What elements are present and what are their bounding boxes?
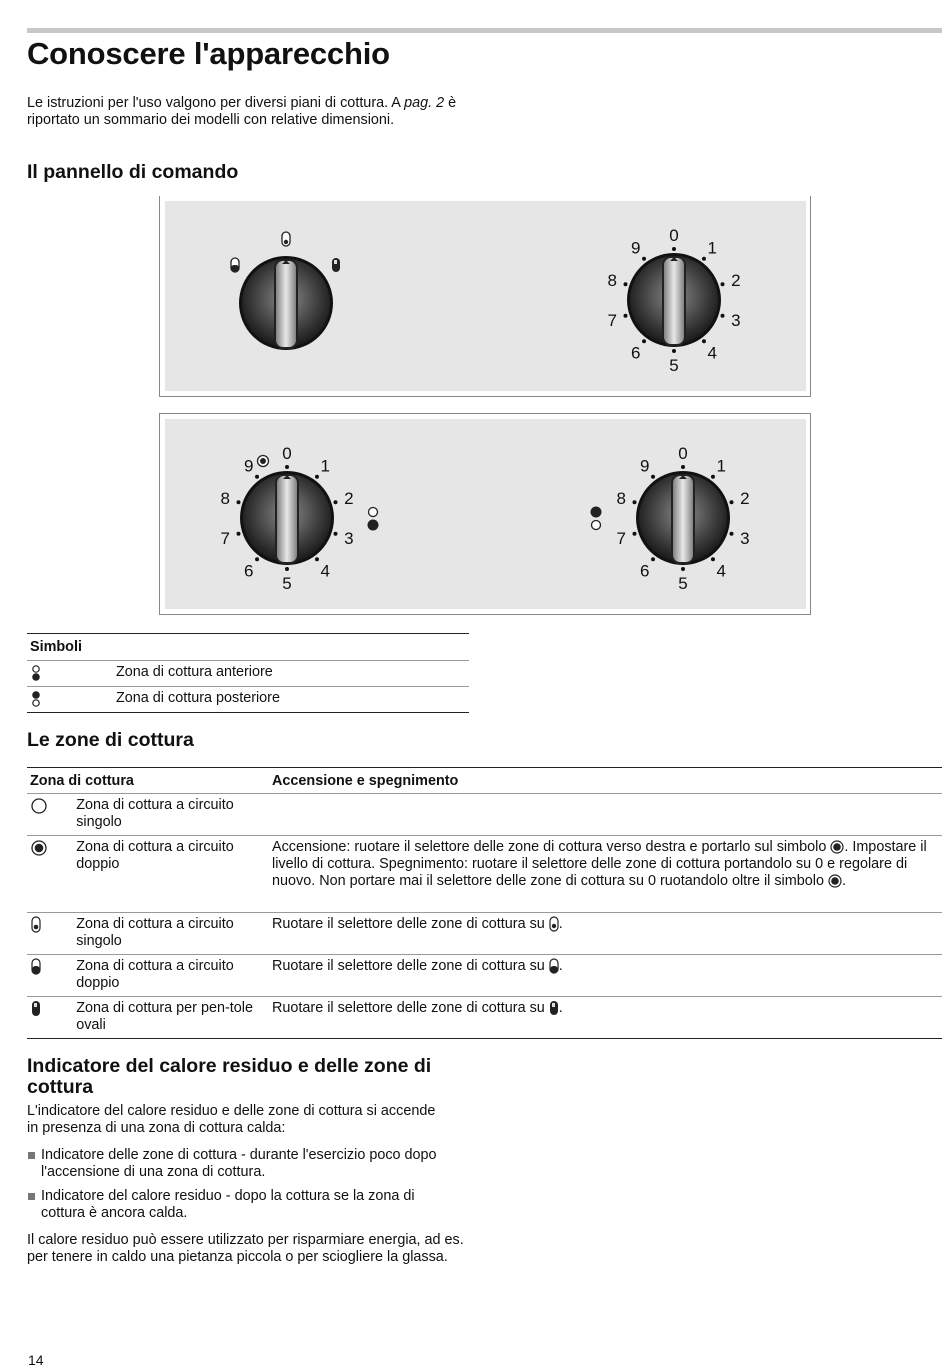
power-level-dial[interactable]: [607, 226, 740, 375]
table-row: [27, 836, 942, 913]
single-circuit-icon: [30, 797, 48, 815]
instruction-text: Accensione: ruotare il selettore delle zone di cottura verso destra e portarlo sul simbolo: [272, 839, 831, 855]
dial-number: 1: [716, 456, 726, 476]
dial-knob[interactable]: [627, 253, 721, 347]
top-rule: [27, 28, 942, 33]
dial-tick: [334, 532, 338, 536]
page-number: 14: [28, 1352, 44, 1368]
zone-instructions: [269, 794, 942, 836]
dial-number: 7: [607, 311, 617, 331]
instruction-text: .: [558, 958, 563, 974]
bullet-icon: [28, 1193, 35, 1200]
dial-number: 4: [707, 343, 717, 363]
zone-instructions: [269, 955, 942, 997]
dial-number: 1: [707, 238, 717, 258]
page-title: Conoscere l'apparecchio: [27, 36, 390, 71]
instruction-text: Ruotare il selettore delle zone di cottura su: [272, 958, 549, 974]
dial-tick: [285, 567, 289, 571]
symbols-table: [27, 633, 469, 713]
control-panel-top: [159, 196, 811, 397]
dial-number: 7: [220, 529, 230, 549]
dial-tick: [721, 314, 725, 318]
symbol-label: Zona di cottura posteriore: [116, 690, 280, 706]
table-row: [27, 794, 942, 836]
control-panel-heading: Il pannello di comando: [27, 161, 239, 183]
oval-single-icon: [282, 232, 290, 246]
table-row: [27, 913, 942, 955]
instruction-text: Ruotare il selettore delle zone di cottura su: [272, 1000, 549, 1016]
col-zone-header: Zona di cottura: [27, 768, 269, 794]
zone-name: Zona di cottura a circuito doppio: [73, 836, 269, 913]
double-circuit-icon: [258, 456, 269, 467]
double-circuit-icon: [830, 840, 844, 854]
dial-number: 2: [731, 270, 741, 290]
table-row: [27, 687, 469, 713]
dial-tick: [681, 567, 685, 571]
zones-table: [27, 767, 942, 1039]
dial-tick: [632, 500, 636, 504]
rear-zone-icon: [368, 508, 379, 531]
dial-tick: [672, 247, 676, 251]
front-zone-icon: [591, 507, 602, 530]
dial-tick: [623, 282, 627, 286]
dial-tick: [315, 557, 319, 561]
dial-tick: [255, 475, 259, 479]
panel-bottom-svg: [160, 414, 810, 614]
dial-tick: [334, 500, 338, 504]
dial-number: 6: [244, 561, 254, 581]
dial-tick: [642, 339, 646, 343]
bullet-icon: [28, 1152, 35, 1159]
dial-number: 9: [631, 238, 641, 258]
dial-tick: [711, 475, 715, 479]
zone-selector-knob[interactable]: [239, 256, 333, 350]
dial-number: 6: [640, 561, 650, 581]
dial-number: 2: [344, 488, 354, 508]
dial-tick: [236, 500, 240, 504]
instruction-text: Ruotare il selettore delle zone di cottura su: [272, 916, 549, 932]
zone-instructions: [269, 913, 942, 955]
dial-number: 8: [607, 270, 617, 290]
dial-tick: [315, 475, 319, 479]
dial-tick: [623, 314, 627, 318]
oval-roaster-icon: [332, 258, 340, 272]
double-circuit-icon: [30, 839, 48, 857]
residual-heading: Indicatore del calore residuo e delle zone di cottura: [27, 1055, 432, 1098]
dial-tick: [702, 257, 706, 261]
residual-intro: L'indicatore del calore residuo e delle zone di cottura si accende in presenza di una zona di cottura calda:: [27, 1103, 436, 1136]
oval-roaster-icon: [30, 1000, 42, 1018]
rear-zone-icon: [30, 690, 42, 708]
power-level-dial-right[interactable]: [616, 444, 749, 593]
dial-tick: [672, 349, 676, 353]
dial-tick: [285, 465, 289, 469]
zone-instructions: [269, 997, 942, 1039]
intro-paragraph: [27, 95, 457, 129]
dial-tick: [642, 257, 646, 261]
intro-text-2: è riportato un sommario dei modelli con relative dimensioni.: [27, 95, 457, 128]
dial-number: 6: [631, 343, 641, 363]
dial-number: 5: [678, 574, 688, 593]
dial-number: 0: [669, 226, 679, 245]
dial-tick: [651, 557, 655, 561]
panel-top-svg: [160, 196, 810, 396]
bullet-text: Indicatore del calore residuo - dopo la cottura se la zona di cottura è ancora calda.: [41, 1188, 415, 1221]
dial-tick: [702, 339, 706, 343]
table-header-row: [27, 768, 942, 794]
instruction-text: .: [841, 873, 846, 889]
double-circuit-icon: [828, 874, 842, 888]
dial-knob[interactable]: [240, 471, 334, 565]
oval-double-icon: [30, 958, 42, 976]
dial-number: 4: [716, 561, 726, 581]
zone-name: Zona di cottura a circuito singolo: [73, 913, 269, 955]
dial-number: 3: [344, 529, 354, 549]
dial-number: 5: [282, 574, 292, 593]
zone-name: Zona di cottura per pen-tole ovali: [76, 1000, 253, 1033]
dial-number: 5: [669, 356, 679, 375]
table-row: [27, 997, 942, 1039]
table-row: [27, 661, 469, 687]
instruction-text: .: [558, 1000, 563, 1016]
dial-knob[interactable]: [636, 471, 730, 565]
oval-single-icon: [30, 916, 42, 934]
dial-tick: [730, 532, 734, 536]
power-level-dial-left[interactable]: [220, 444, 353, 593]
dial-tick: [255, 557, 259, 561]
dial-number: 4: [320, 561, 330, 581]
dial-tick: [651, 475, 655, 479]
instruction-text: . Impostare il livello di cottura. Spegnimento: ruotare il selettore delle zone di cottura portandolo su 0 e regolare di nuovo. Non portare mai il selettore delle zone di cottura su 0 ruotandolo oltre il simbolo: [272, 839, 927, 889]
dial-number: 3: [740, 529, 750, 549]
zones-heading: Le zone di cottura: [27, 729, 194, 751]
dial-tick: [721, 282, 725, 286]
dial-number: 0: [282, 444, 292, 463]
page-reference: pag. 2: [404, 95, 445, 111]
instruction-text: .: [558, 916, 563, 932]
front-zone-icon: [30, 664, 42, 682]
residual-outro: Il calore residuo può essere utilizzato per risparmiare energia, ad es. per tenere in caldo una pietanza piccola o per sciogliere la glassa.: [27, 1232, 464, 1265]
oval-double-icon: [231, 258, 239, 272]
dial-number: 8: [220, 488, 230, 508]
col-onoff-header: Accensione e spegnimento: [269, 768, 942, 794]
dial-number: 0: [678, 444, 688, 463]
control-panel-bottom: [159, 413, 811, 615]
intro-text-1: Le istruzioni per l'uso valgono per diversi piani di cottura. A: [27, 95, 405, 111]
dial-number: 1: [320, 456, 330, 476]
dial-tick: [632, 532, 636, 536]
dial-number: 8: [616, 488, 626, 508]
table-row: [27, 955, 942, 997]
symbols-header: Simboli: [27, 634, 469, 661]
dial-number: 9: [244, 456, 254, 476]
zone-name: Zona di cottura a circuito doppio: [73, 955, 269, 997]
dial-tick: [730, 500, 734, 504]
oval-single-icon: [549, 916, 559, 932]
dial-number: 2: [740, 488, 750, 508]
bullet-text: Indicatore delle zone di cottura - durante l'esercizio poco dopo l'accensione di una zona di cottura.: [41, 1147, 437, 1180]
dial-number: 3: [731, 311, 741, 331]
dial-tick: [236, 532, 240, 536]
dial-tick: [711, 557, 715, 561]
dial-number: 9: [640, 456, 650, 476]
zone-name: Zona di cottura a circuito singolo: [73, 794, 269, 836]
dial-number: 7: [616, 529, 626, 549]
dial-tick: [681, 465, 685, 469]
oval-roaster-icon: [549, 1000, 559, 1016]
symbol-label: Zona di cottura anteriore: [113, 661, 469, 687]
zone-instructions: [269, 836, 942, 913]
oval-double-icon: [549, 958, 559, 974]
